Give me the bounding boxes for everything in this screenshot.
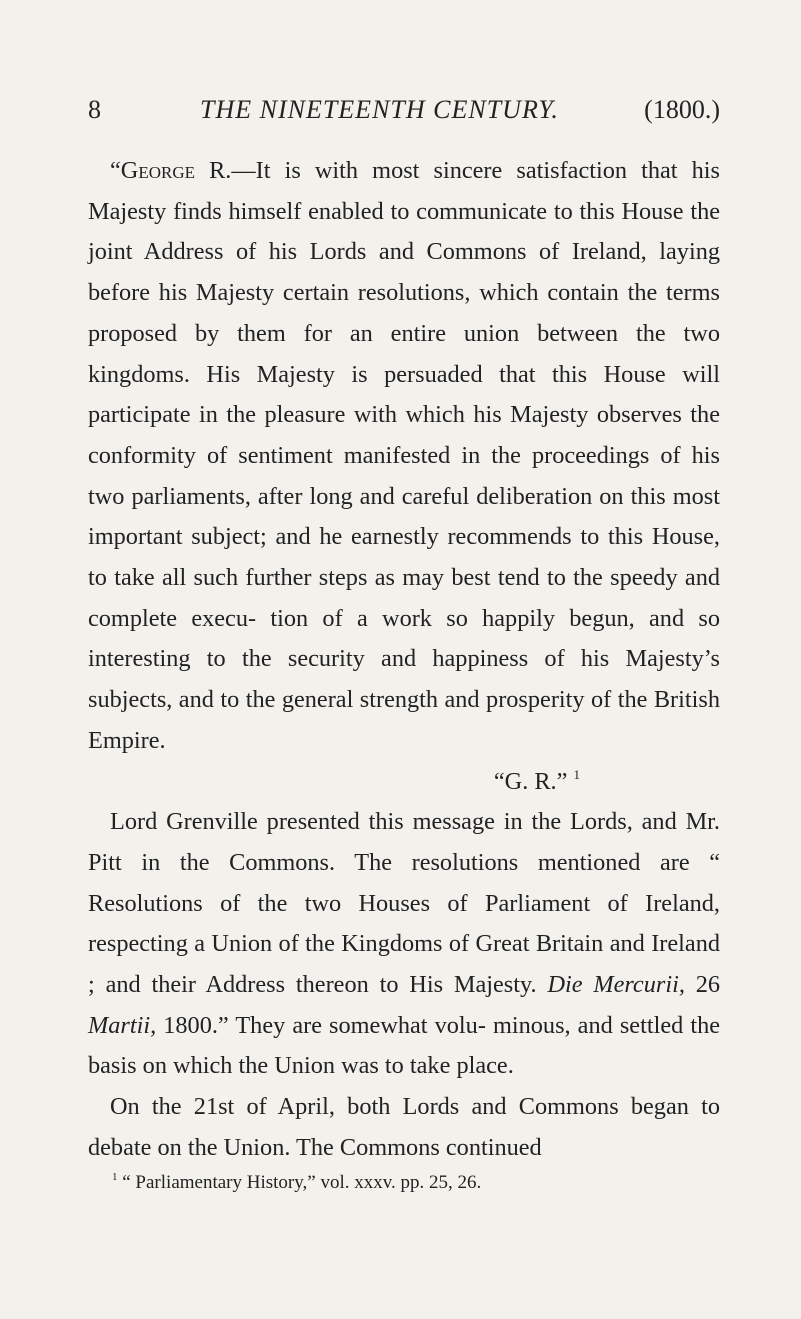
footnote-text: “ Parliamentary History,” vol. xxxv. pp. 25, 26.: [122, 1172, 482, 1193]
footnote-marker: 1: [112, 1171, 118, 1183]
message-sender: George R.: [120, 157, 232, 184]
footnote-reference[interactable]: 1: [573, 766, 580, 782]
page-number: 8: [88, 95, 101, 124]
signature-line: [88, 762, 720, 803]
royal-message-paragraph: [88, 151, 720, 762]
running-year: (1800.): [644, 95, 720, 124]
paragraph3-text: On the 21st of April, both Lords and Commons began to debate on the Union. The Commons continued: [88, 1093, 720, 1161]
body-text: [88, 151, 720, 1169]
italic-martii: Martii,: [88, 1011, 157, 1039]
paragraph2-text-after: 1800.” They are somewhat volu- minous, and settled the basis on which the Union was to take place.: [88, 1011, 720, 1080]
date-number: 26: [695, 971, 721, 999]
resolutions-paragraph: [88, 802, 720, 1087]
running-header: [88, 93, 720, 127]
footnote: [88, 1170, 744, 1196]
debate-paragraph: [88, 1087, 720, 1168]
italic-die-mercurii: Die Mercurii,: [547, 971, 685, 999]
message-text: —It is with most sincere satisfaction that his Majesty finds himself enabled to communicate to this House the joint Address of his Lords and Commons of Ireland, laying before his Majesty certain resolutions, which contain the terms proposed by them for an entire union between the two kingdoms. His Majesty is persuaded that this House will participate in the pleasure with which his Majesty observes the conformity of sentiment manifested in the proceedings of his two parliaments, after long and careful deliberation on this most important subject; and he earnestly recommends to this House, to take all such further steps as may best tend to the speedy and complete execu- tion of a work so happily begun, and so interesting to the security and happiness of his Majesty’s subjects, and to the general strength and prosperity of the British Empire.: [88, 157, 720, 754]
signature: “G. R.”: [493, 767, 568, 795]
paragraph2-text-before: Lord Grenville presented this message in the Lords, and Mr. Pitt in the Commons. The resolutions mentioned are “ Resolutions of the two Houses of Parliament of Ireland, respecting a Union of the Kingdoms of Great Britain and Ireland ; and their Address thereon to His Majesty.: [88, 808, 720, 999]
opening-quote: “: [110, 157, 121, 184]
running-title: THE NINETEENTH CENTURY.: [200, 95, 559, 124]
